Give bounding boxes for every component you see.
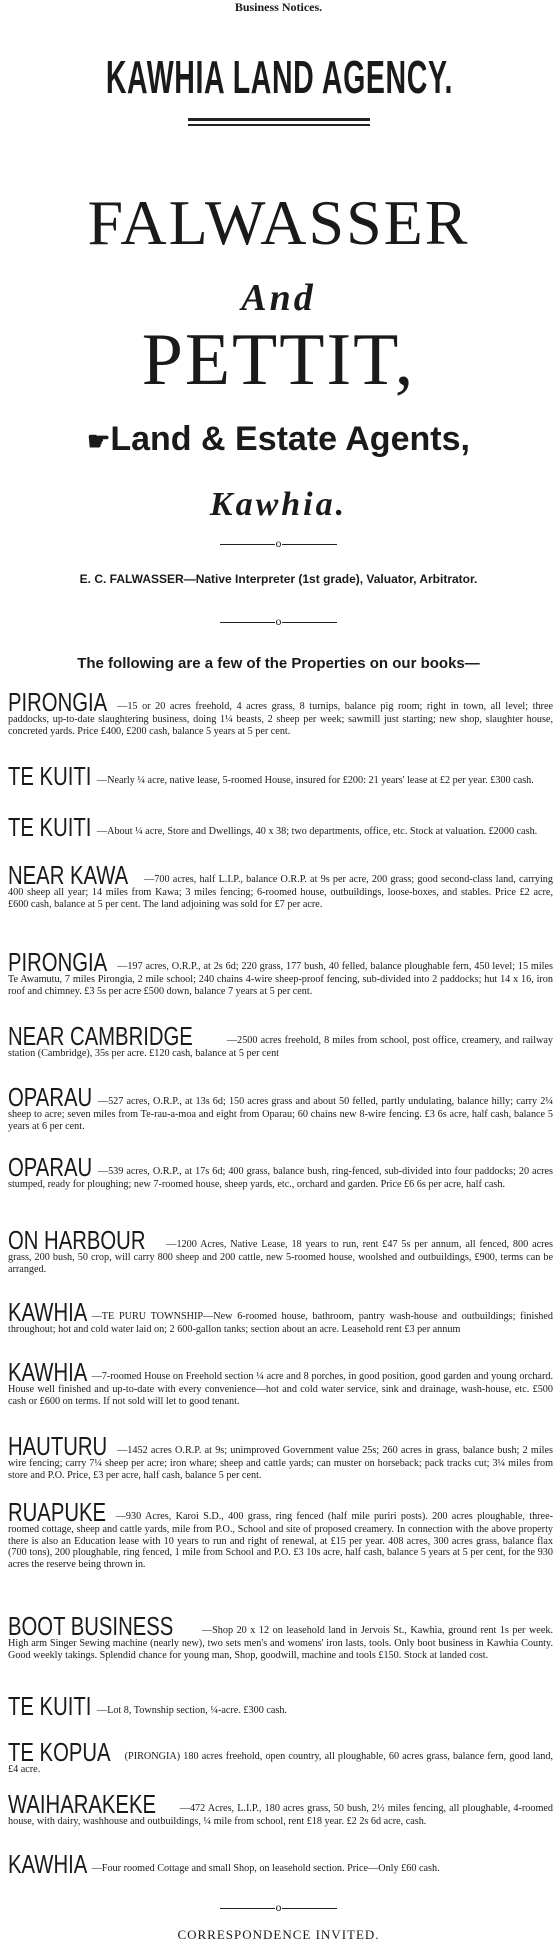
listing-text: —2500 acres freehold, 8 miles from school, post office, creamery, and railway station (Cambridge), 35s per acre. £120 cash, balance at 5 per cent [8,1035,553,1059]
listing-place: TE KUITI [8,761,92,791]
listing-text: —527 acres, O.R.P., at 13s 6d; 150 acres grass and about 50 felled, partly undulating, balance hilly; carry 2¼ sheep to acre; seven miles from Te-rau-a-moa and eight from Oparau; 60 chains new 8-wire fencing. £3 6s acre, half cash, balance 5 years at 6 per cent. [8,1096,553,1132]
listing-place: RUAPUKE [8,1497,107,1527]
listing-place: WAIHARAKEKE [8,1789,157,1819]
listing-place: KAWHIA [8,1357,88,1387]
ornament-divider-second [0,618,557,628]
correspondence-invited: CORRESPONDENCE INVITED. [177,1927,380,1942]
listing-place: OPARAU [8,1082,93,1112]
listing-item [8,1789,553,1828]
listing-place: ON HARBOUR [8,1225,146,1255]
listing-item [8,1297,553,1336]
agents-heading [0,420,557,459]
agency-title: KAWHIA LAND AGENCY. [105,51,453,103]
listing-item [8,812,553,842]
listing-item [8,1225,553,1275]
listing-item [8,687,553,737]
listing-place: TE KUITI [8,1691,92,1721]
agents-text: Land & Estate Agents, [110,420,470,458]
listing-text: —539 acres, O.R.P., at 17s 6d; 400 grass, balance bush, ring-fenced, sub-divided into four paddocks; 20 acres stumped, ready for ploughing; new 7-roomed house, sheep yards, etc., orchard and garden. Price £6 6s per acre, half cash. [8,1166,553,1190]
listing-text: —472 Acres, L.I.P., 180 acres grass, 50 bush, 2½ miles fencing, all ploughable, 4-roomed house, with dairy, washhouse and outbuildings, ¼ mile from school, rent £18 year. £2 2s 6d acre, cash. [8,1803,553,1827]
firm-name-and: And [241,277,316,319]
listing-place: PIRONGIA [8,947,108,977]
listing-item [8,761,553,791]
listing-text: —197 acres, O.R.P., at 2s 6d; 220 grass, 177 bush, 40 felled, balance ploughable fern, 450 level; 15 miles Te Awamutu, 7 miles Pirongia, 2 mile school; 240 chains 4-wire sheep-proof fencing, sub-divided into 2 paddocks; hut 14 x 16, iron roof and chimney. £3 5s per acre £500 down, balance 7 years at 5 per cent. [8,961,553,997]
listing-text: —Lot 8, Township section, ¼-acre. £300 cash. [96,1705,287,1716]
listing-item [8,860,553,910]
divider-mark: o [275,617,282,628]
listing-place: BOOT BUSINESS [8,1611,174,1641]
firm-name-pettit: PETTIT, [141,319,416,401]
hand-pointer-icon: ☛ [87,426,111,456]
listing-text: —7-roomed House on Freehold section ¼ acre and 8 porches, in good position, good garden and young orchard. House well finished and up-to-date with every convenience—hot and cold water service, sink and drainage, wash-house, etc. £500 cash or £600 on terms. If not sold will let to good tenant. [8,1371,553,1407]
title-rule [188,118,370,121]
divider-mark: o [275,539,282,550]
listing-text: —About ¼ acre, Store and Dwellings, 40 x 38; two departments, office, etc. Stock at valuation. £2000 cash. [96,826,538,837]
listing-place: TE KOPUA [8,1737,111,1767]
listing-item [8,1611,553,1661]
ornament-divider-footer [0,1904,557,1914]
listing-item [8,1021,553,1060]
listing-item [8,1152,553,1191]
listing-item [8,1849,553,1879]
listing-place: PIRONGIA [8,687,108,717]
listing-place: KAWHIA [8,1849,88,1879]
listing-text: —930 Acres, Karoi S.D., 400 grass, ring fenced (half mile puriri posts). 200 acres ploughable, three-roomed cottage, sheep and cattle yards, mile from P.O., School and site of proposed creamery. In connection with the above property there is also an Education lease with 10 years to run and right of renewal, at £15 per year. 408 acres, 300 acres grass, balance flax (700 tons), 200 ploughable, ring fenced, 1 mile from School and P.O. £3 10s acre, half cash, balance 5 years at 5 per cent, for the 930 acres the reserve being thrown in. [8,1511,553,1570]
ornament-divider [0,540,557,550]
divider-mark: o [275,1903,282,1914]
listing-item [8,1357,553,1407]
listing-item [8,1691,553,1721]
town-name: Kawhia. [209,486,348,523]
listing-place: HAUTURU [8,1431,108,1461]
listing-text: —700 acres, half L.I.P., balance O.R.P. at 9s per acre, 200 grass; good second-class land, carrying 400 sheep all year; 14 miles from Kawa; 3 miles fencing; 6-roomed house, outbuildings, loose-boxes, and stables. Price £2 acre, £600 cash, balance at 5 per cent. The land adjoining was sold for £7 per acre. [8,874,553,910]
listing-item [8,1497,553,1570]
properties-intro: The following are a few of the Properties on our books— [77,655,480,672]
title-rule-second [188,124,370,126]
listing-text: —Four roomed Cottage and small Shop, on leasehold section. Price—Only £60 cash. [91,1863,440,1874]
listing-text: (PIRONGIA) 180 acres freehold, open country, all ploughable, 60 acres grass, balance fern, good land, £4 acre. [8,1751,553,1775]
firm-name-falwasser: FALWASSER [87,187,470,258]
listing-text: —Shop 20 x 12 on leasehold land in Jervois St., Kawhia, ground rent 1s per week. High arm Singer Sewing machine (nearly new), two sets men's and womens' iron lasts, tools. Only boot business in Kawhia County. Good weekly takings. Splendid chance for young man, Shop, goodwill, machine and tools £150. Stock at landed cost. [8,1625,553,1661]
listing-text: —1452 acres O.R.P. at 9s; unimproved Government value 25s; 260 acres in grass, balance bush; 2 miles wire fencing; carry 7¼ sheep per acre; iron whare; sheep and cattle yards; can muster on horseback; pack tracks cut; 3¼ miles from store and P.O. Price, £3 per acre, half cash, balance 5 per cent. [8,1445,553,1481]
listing-place: NEAR CAMBRIDGE [8,1021,193,1051]
listing-item [8,947,553,997]
listing-text: —1200 Acres, Native Lease, 18 years to run, rent £47 5s per annum, all fenced, 800 acres grass, 200 bush, 50 crop, will carry 800 sheep and 200 cattle, new 5-roomed house, woolshed and outbuildings, £900, terms can be arranged. [8,1239,553,1275]
listing-place: OPARAU [8,1152,93,1182]
section-heading: Business Notices. [234,0,323,14]
interpreter-line: E. C. FALWASSER—Native Interpreter (1st grade), Valuator, Arbitrator. [79,572,478,586]
listing-item [8,1082,553,1132]
listing-item [8,1431,553,1481]
listing-item [8,1737,553,1776]
listing-text: —Nearly ¼ acre, native lease, 5-roomed House, insured for £200: 21 years' lease at £2 per year. £300 cash. [96,775,534,786]
listing-place: TE KUITI [8,812,92,842]
listing-place: KAWHIA [8,1297,88,1327]
listing-text: —15 or 20 acres freehold, 4 acres grass, 8 turnips, balance pig room; right in town, all level; three paddocks, up-to-date slaughtering business, doing 1¼ beasts, 2 sheep per week; sawmill just starting; new shop, slaughter house, concreted yards. Price £400, £200 cash, balance 5 years at 5 per cent. [8,701,553,737]
listing-text: —TE PURU TOWNSHIP—New 6-roomed house, bathroom, pantry wash-house and outbuildings; finished throughout; hot and cold water laid on; 2 600-gallon tanks; section about an acre. Leasehold rent £3 per annum [8,1311,553,1335]
listing-place: NEAR KAWA [8,860,129,890]
